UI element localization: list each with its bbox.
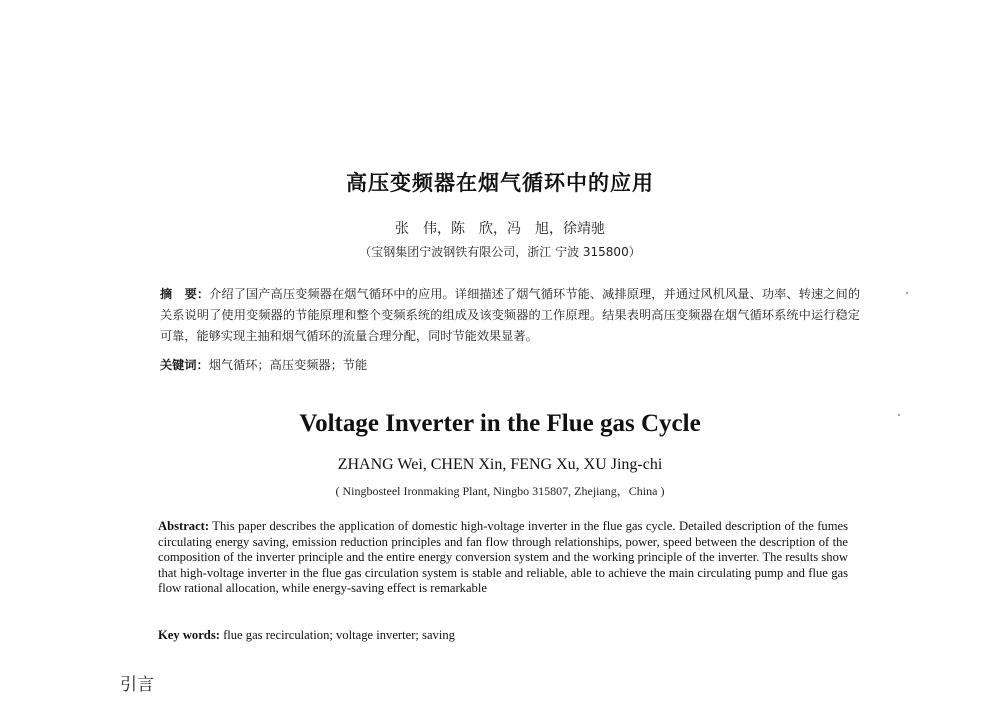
en-title: Voltage Inverter in the Flue gas Cycle <box>299 410 701 437</box>
en-abstract-text: This paper describes the application of domestic high-voltage inverter in the flue gas cycle. Detailed description of the fumes circulating energy saving, emission reduction principles and fan flow through relationships, power, speed between the description of the composition of the inverter principle and the entire energy conversion system and the working principle of the inverter. The results show that high-voltage inverter in the flue gas circulation system is stable and reliable, able to achieve the main circulating pump and flue gas flow rational allocation, while energy-saving effect is remarkable <box>158 519 848 596</box>
en-abstract-label: Abstract: <box>158 519 210 533</box>
cn-abstract <box>160 284 860 347</box>
en-abstract <box>158 519 848 597</box>
en-keywords <box>158 628 848 643</box>
cn-abstract-text: 介绍了国产高压变频器在烟气循环中的应用。详细描述了烟气循环节能、减排原理，并通过风机风量、功率、转速之间的关系说明了使用变频器的节能原理和整个变频系统的组成及该变频器的工作原理。结果表明高压变频器在烟气循环系统中运行稳定可靠，能够实现主抽和烟气循环的流量合理分配，同时节能效果显著。 <box>160 287 861 343</box>
cn-keywords-text: 烟气循环；高压变频器；节能 <box>208 358 368 372</box>
cn-abstract-label: 摘 要： <box>160 287 210 301</box>
section-heading-introduction: 引言 <box>120 675 154 695</box>
scan-speck <box>906 292 908 294</box>
cn-affiliation: （宝钢集团宁波钢铁有限公司，浙江 宁波 315800） <box>359 245 641 259</box>
cn-keywords-label: 关键词： <box>160 358 209 372</box>
scan-speck <box>898 414 900 416</box>
en-keywords-label: Key words: <box>158 628 220 642</box>
cn-title: 高压变频器在烟气循环中的应用 <box>346 171 654 195</box>
cn-authors: 张 伟，陈 欣，冯 旭，徐靖驰 <box>395 221 605 237</box>
cn-keywords <box>160 356 860 373</box>
en-affiliation: ( Ningbosteel Ironmaking Plant, Ningbo 315807, Zhejiang，China ) <box>335 484 665 498</box>
en-keywords-text: flue gas recirculation; voltage inverter; saving <box>219 628 455 642</box>
en-authors: ZHANG Wei, CHEN Xin, FENG Xu, XU Jing-chi <box>337 456 663 473</box>
